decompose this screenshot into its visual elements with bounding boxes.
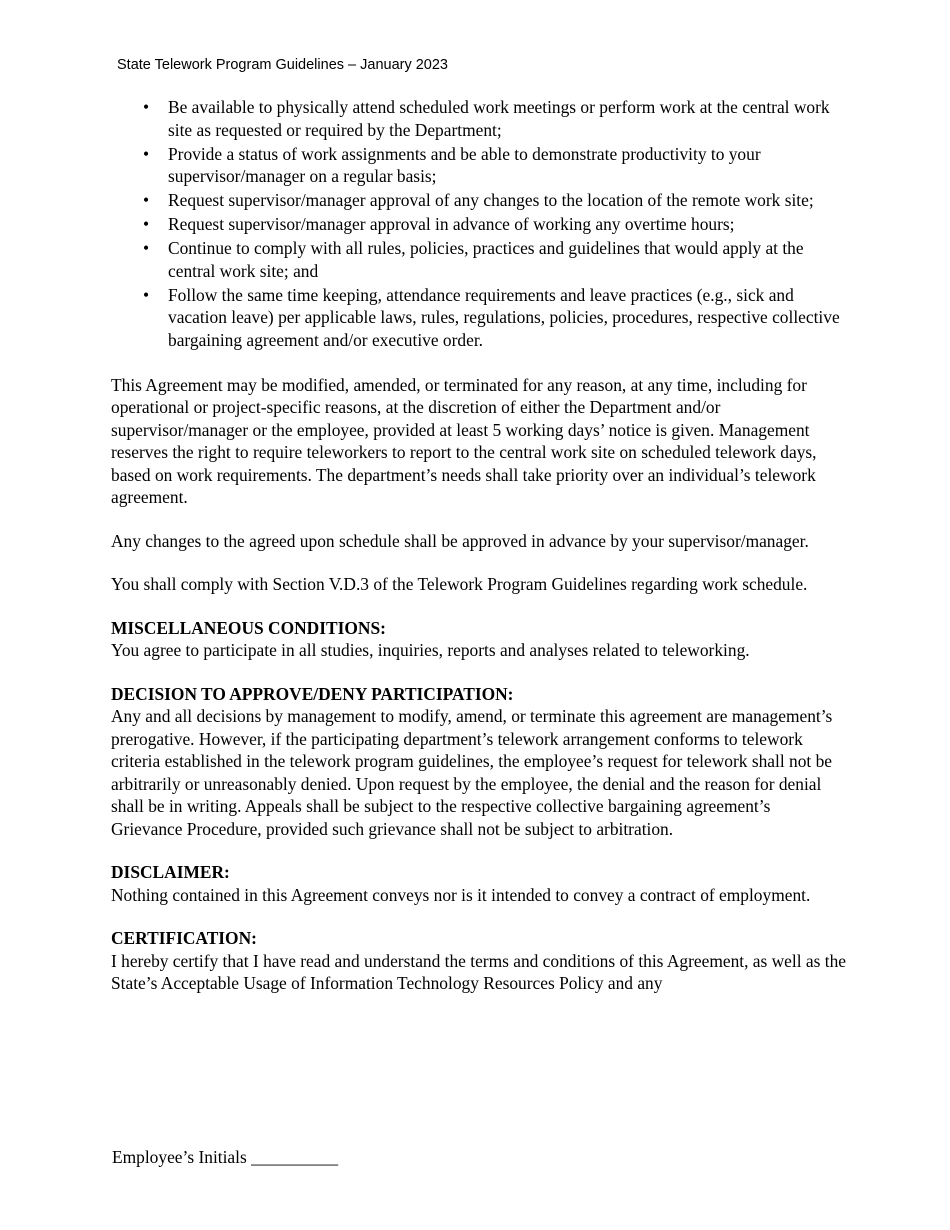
bullet-icon: • bbox=[143, 190, 150, 210]
list-item bbox=[111, 96, 846, 141]
document-body bbox=[111, 96, 846, 995]
obligations-list bbox=[111, 96, 846, 351]
page-header: State Telework Program Guidelines – January 2023 bbox=[117, 57, 449, 73]
bullet-icon: • bbox=[143, 143, 150, 164]
bullet-icon: • bbox=[143, 238, 150, 258]
misc-conditions-heading: MISCELLANEOUS CONDITIONS: bbox=[111, 617, 386, 638]
disclaimer-heading: DISCLAIMER: bbox=[111, 862, 230, 882]
decision-heading: DECISION TO APPROVE/DENY PARTICIPATION: bbox=[111, 683, 514, 704]
list-item-text: Request supervisor/manager approval in advance of working any overtime hours; bbox=[168, 214, 735, 234]
list-item-text: Follow the same time keeping, attendance requirements and leave practices (e.g., sick and vacation leave) per applicable laws, rules, regulations, policies, procedures, respective collective bargaining agreement and/or executive order. bbox=[168, 284, 840, 350]
list-item bbox=[111, 237, 846, 282]
certification-body: I hereby certify that I have read and understand the terms and conditions of this Agreement, as well as the State’s Acceptable Usage of Information Technology Resources Policy and any bbox=[111, 950, 846, 993]
list-item-text: Request supervisor/manager approval of any changes to the location of the remote work site; bbox=[168, 190, 814, 210]
list-item-text: Be available to physically attend scheduled work meetings or perform work at the central work site as requested or required by the Department; bbox=[168, 97, 830, 140]
bullet-icon: • bbox=[143, 284, 150, 305]
list-item-text: Provide a status of work assignments and be able to demonstrate productivity to your supervisor/manager on a regular basis; bbox=[168, 143, 761, 186]
comply-paragraph: You shall comply with Section V.D.3 of the Telework Program Guidelines regarding work schedule. bbox=[111, 574, 808, 594]
misc-conditions-body: You agree to participate in all studies, inquiries, reports and analyses related to teleworking. bbox=[111, 640, 750, 660]
modification-paragraph: This Agreement may be modified, amended, or terminated for any reason, at any time, including for operational or project-specific reasons, at the discretion of either the Department and/or supervisor/manager or the employee, provided at least 5 working days’ notice is given. Management reserves the right to require teleworkers to report to the central work site on scheduled telework days, based on work requirements. The department’s needs shall take priority over an individual’s telework agreement. bbox=[111, 374, 817, 507]
list-item bbox=[111, 284, 846, 352]
disclaimer-body: Nothing contained in this Agreement conveys nor is it intended to convey a contract of employment. bbox=[111, 884, 811, 905]
employee-initials-line: Employee’s Initials __________ bbox=[112, 1147, 339, 1167]
list-item bbox=[111, 189, 846, 212]
bullet-icon: • bbox=[143, 214, 150, 234]
list-item bbox=[111, 213, 846, 236]
certification-heading: CERTIFICATION: bbox=[111, 928, 257, 948]
list-item bbox=[111, 143, 846, 188]
decision-body: Any and all decisions by management to modify, amend, or terminate this agreement are management’s prerogative. However, if the participating department’s telework arrangement conforms to telework criteria established in the telework program guidelines, the employee’s request for telework shall not be arbitrarily or unreasonably denied. Upon request by the employee, the denial and the reason for denial shall be in writing. Appeals shall be subject to the respective collective bargaining agreement’s Grievance Procedure, provided such grievance shall not be subject to arbitration. bbox=[111, 706, 833, 839]
bullet-icon: • bbox=[143, 97, 150, 117]
list-item-text: Continue to comply with all rules, policies, practices and guidelines that would apply at the central work site; and bbox=[168, 238, 804, 281]
schedule-changes-paragraph: Any changes to the agreed upon schedule shall be approved in advance by your supervisor/manager. bbox=[111, 530, 809, 551]
